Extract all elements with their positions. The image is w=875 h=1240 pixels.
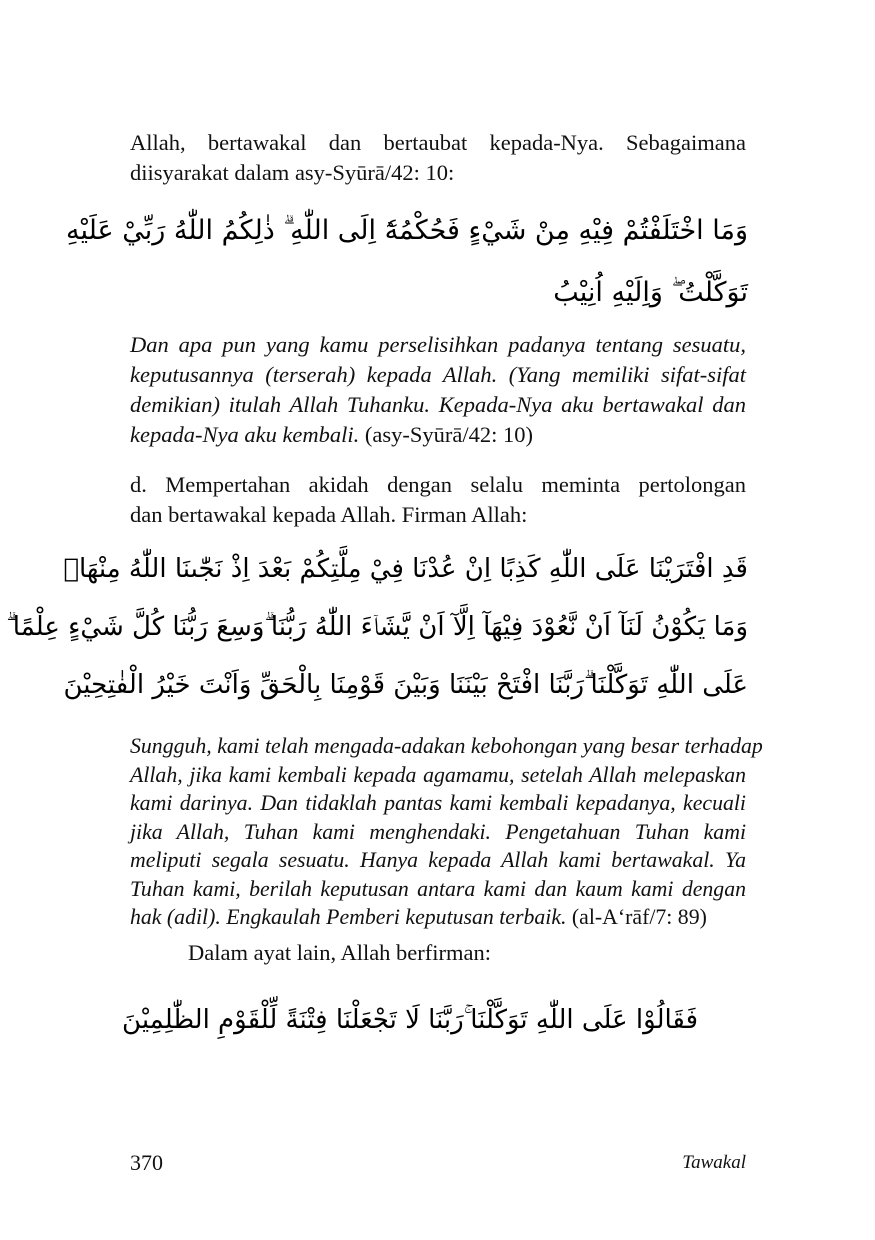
- translation-1-line-3: demikian) itulah Allah Tuhanku. Kepada-Nya aku bertawakal dan: [130, 392, 746, 417]
- intro-line-1: Allah, bertawakal dan bertaubat kepada-Nya. Sebagaimana: [130, 130, 746, 155]
- translation-1-line-4: [130, 420, 746, 450]
- verse-1-arabic-line-1: وَمَا اخْتَلَفْتُمْ فِيْهِ مِنْ شَيْءٍ فَحُكْمُهٗٓ اِلَى اللّٰهِ ۗ ذٰلِكُمُ اللّٰهُ رَبِّيْ عَلَيْهِ: [65, 215, 748, 246]
- point-d-line-2: dan bertawakal kepada Allah. Firman Allah:: [130, 502, 528, 527]
- point-d-line-1: d. Mempertahan akidah dengan selalu meminta pertolongan: [130, 472, 746, 497]
- translation-1-line-2: keputusannya (terserah) kepada Allah. (Yang memiliki sifat-sifat: [130, 362, 746, 387]
- verse-2-arabic-line-1: قَدِ افْتَرَيْنَا عَلَى اللّٰهِ كَذِبًا اِنْ عُدْنَا فِيْ مِلَّتِكُمْ بَعْدَ اِذْ نَجّٰىنَا اللّٰهُ مِنْهَاۗ: [63, 554, 748, 584]
- translation-1: [130, 330, 746, 450]
- translation-2-line-6: Tuhan kami, berilah keputusan antara kami dan kaum kami dengan: [130, 876, 746, 901]
- verse-reference-1: (asy-Syūrā/42: 10): [364, 422, 534, 447]
- verse-1-arabic-line-2: تَوَكَّلْتُ ۖ وَاِلَيْهِ اُنِيْبُ: [553, 277, 748, 308]
- translation-2-line-5: meliputi segala sesuatu. Hanya kepada Allah kami bertawakal. Ya: [130, 848, 746, 872]
- page-footer: [130, 1150, 746, 1180]
- translation-2-line-2: Allah, jika kami kembali kepada agamamu, setelah Allah melepaskan: [130, 762, 746, 787]
- point-d-paragraph: [130, 470, 746, 530]
- translation-1-text-end: kepada-Nya aku kembali.: [130, 422, 360, 447]
- intro-line-2: diisyarakat dalam asy-Syūrā/42: 10:: [130, 160, 455, 185]
- translation-1-line-1: Dan apa pun yang kamu perselisihkan padanya tentang sesuatu,: [130, 332, 746, 357]
- other-verse-intro-text: Dalam ayat lain, Allah berfirman:: [188, 940, 492, 965]
- verse-3-arabic-line: فَقَالُوْا عَلَى اللّٰهِ تَوَكَّلْنَا ۚرَبَّنَا لَا تَجْعَلْنَا فِتْنَةً لِّلْقَوْمِ الظّٰلِمِيْنَ: [122, 1005, 698, 1035]
- verse-reference-2: (al-A‘rāf/7: 89): [571, 905, 707, 929]
- verse-2-arabic-line-2: وَمَا يَكُوْنُ لَنَآ اَنْ نَّعُوْدَ فِيْهَآ اِلَّآ اَنْ يَّشَاۤءَ اللّٰهُ رَبُّنَا ۗوَسِعَ رَبُّنَا كُلَّ شَيْءٍ عِلْمًا ۗ: [6, 612, 748, 642]
- translation-2-line-1: Sungguh, kami telah mengada-adakan kebohongan yang besar terhadap: [130, 734, 763, 758]
- translation-2: [130, 732, 763, 932]
- translation-2-line-4: jika Allah, Tuhan kami menghendaki. Pengetahuan Tuhan kami: [130, 819, 746, 844]
- verse-3-arabic: [122, 990, 698, 1050]
- running-title: Tawakal: [682, 1152, 746, 1173]
- intro-paragraph: [130, 128, 746, 188]
- verse-1-arabic: [65, 200, 748, 324]
- page-number: 370: [130, 1150, 163, 1175]
- other-verse-intro: [188, 938, 748, 968]
- translation-2-text-end: hak (adil). Engkaulah Pemberi keputusan terbaik.: [130, 905, 567, 929]
- verse-2-arabic: [6, 540, 748, 714]
- translation-2-line-7: [130, 903, 746, 932]
- translation-2-line-3: kami darinya. Dan tidaklah pantas kami kembali kepadanya, kecuali: [130, 791, 746, 815]
- verse-2-arabic-line-3: عَلَى اللّٰهِ تَوَكَّلْنَا ۗرَبَّنَا افْتَحْ بَيْنَنَا وَبَيْنَ قَوْمِنَا بِالْحَقِّ وَاَنْتَ خَيْرُ الْفٰتِحِيْنَ: [63, 670, 748, 700]
